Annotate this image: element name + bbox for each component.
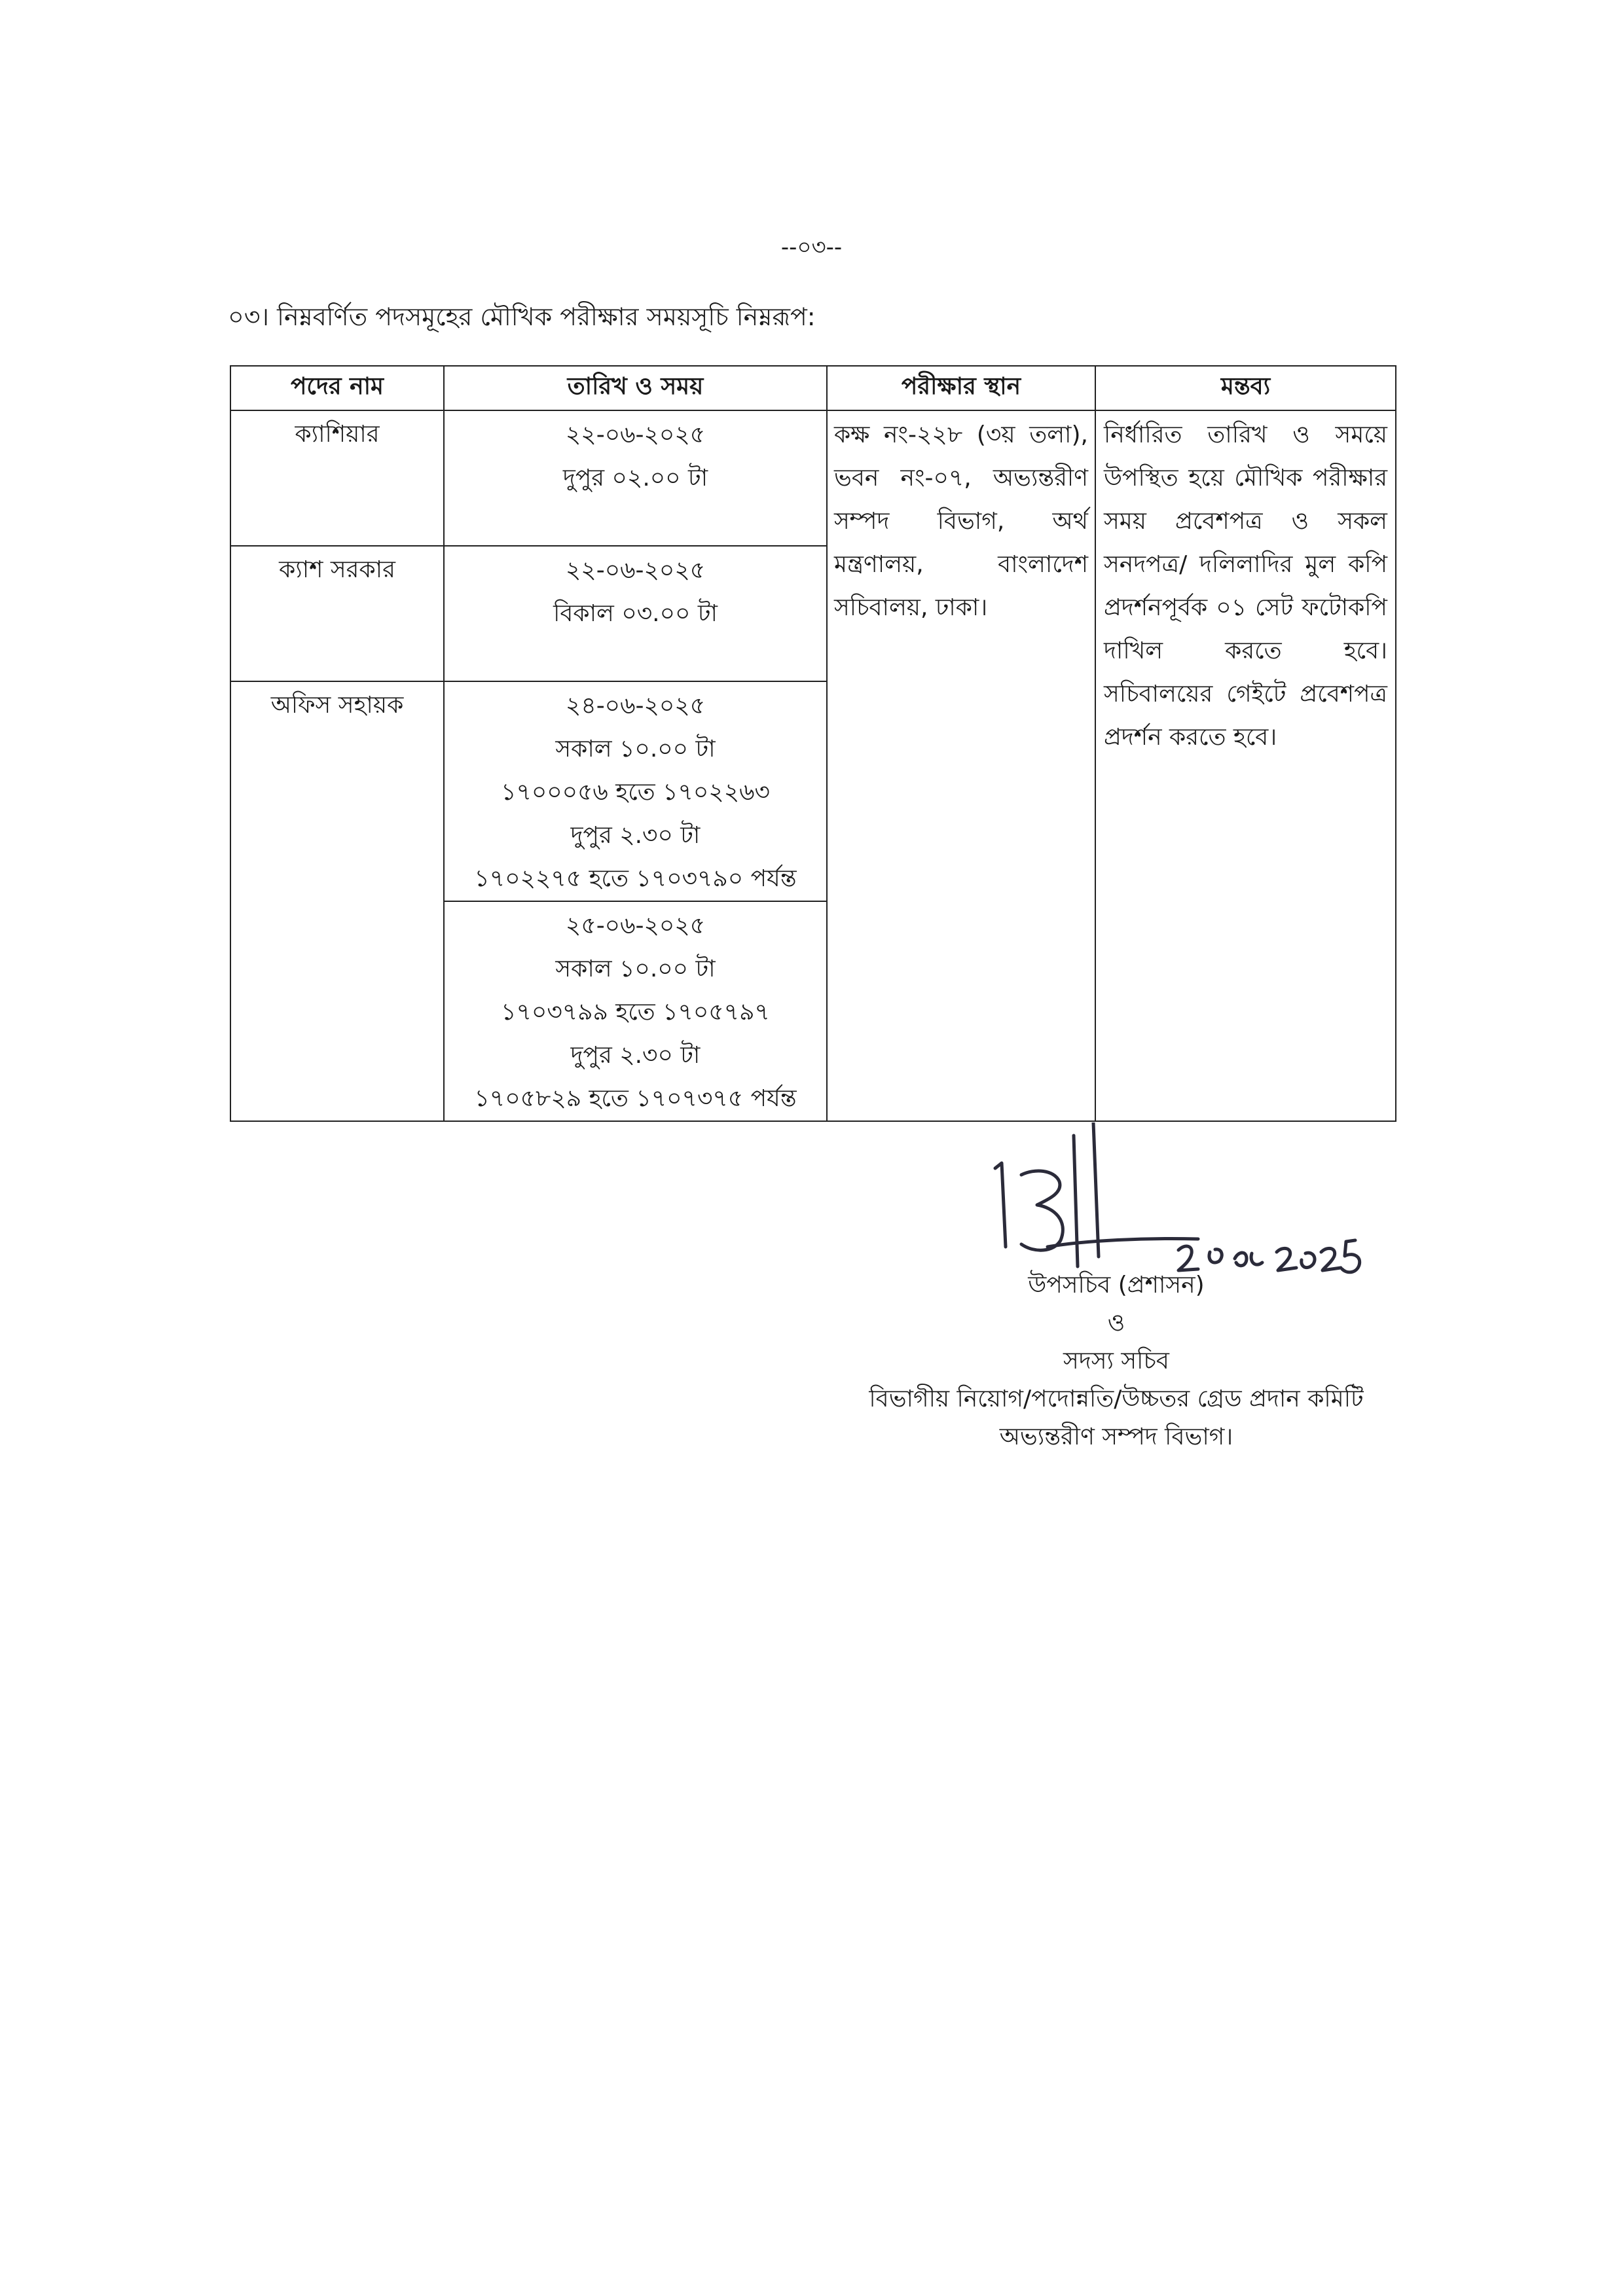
table-header-row: [230, 366, 1396, 410]
date-time-cell: [444, 546, 827, 681]
exam-venue-cell: কক্ষ নং-২২৮ (৩য় তলা), ভবন নং-০৭, অভ্যন্তরীণ সম্পদ বিভাগ, অর্থ মন্ত্রণালয়, বাংলাদেশ সচিবালয়, ঢাকা।: [827, 410, 1095, 1121]
date-line: ২২-০৬-২০২৫: [565, 557, 706, 584]
signatory-block: [720, 1266, 1512, 1456]
time-line: দুপুর ২.৩০ টা: [570, 1042, 701, 1069]
signatory-conjunction: ও: [1107, 1310, 1125, 1336]
page-number: --০৩--: [780, 234, 843, 260]
header-remarks: মন্তব্য: [1095, 366, 1396, 410]
roll-range-line: ১৭০২২৭৫ হতে ১৭০৩৭৯০ পর্যন্ত: [474, 865, 797, 892]
time-line: দুপুর ০২.০০ টা: [562, 465, 708, 492]
roll-range-line: ১৭০৫৮২৯ হতে ১৭০৭৩৭৫ পর্যন্ত: [474, 1085, 797, 1112]
time-line: দুপুর ২.৩০ টা: [570, 822, 701, 849]
table-row: [230, 410, 1396, 546]
post-name-cell: অফিস সহায়ক: [230, 681, 444, 1121]
date-time-cell: [444, 681, 827, 901]
signatory-division: অভ্যন্তরীণ সম্পদ বিভাগ।: [999, 1424, 1233, 1450]
signatory-designation: উপসচিব (প্রশাসন): [1028, 1272, 1205, 1299]
schedule-table: [230, 365, 1396, 1122]
time-line: সকাল ১০.০০ টা: [555, 956, 716, 982]
date-line: ২২-০৬-২০২৫: [565, 422, 706, 448]
time-line: সকাল ১০.০০ টা: [555, 736, 716, 762]
date-line: ২৪-০৬-২০২৫: [565, 692, 706, 719]
post-name-cell: ক্যাশ সরকার: [230, 546, 444, 681]
date-time-cell: [444, 410, 827, 546]
roll-range-line: ১৭০৩৭৯৯ হতে ১৭০৫৭৯৭: [501, 999, 770, 1026]
date-line: ২৫-০৬-২০২৫: [565, 912, 706, 939]
header-post-name: পদের নাম: [230, 366, 444, 410]
roll-range-line: ১৭০০০৫৬ হতে ১৭০২২৬৩: [501, 779, 770, 806]
time-line: বিকাল ০৩.০০ টা: [553, 600, 718, 627]
remarks-cell: নির্ধারিত তারিখ ও সময়ে উপস্থিত হয়ে মৌখিক পরীক্ষার সময় প্রবেশপত্র ও সকল সনদপত্র/ দলিলাদির মুল কপি প্রদর্শনপূর্বক ০১ সেট ফটোকপি দাখিল করতে হবে। সচিবালয়ের গেইটে প্রবেশপত্র প্রদর্শন করতে হবে।: [1095, 410, 1396, 1121]
post-name-cell: ক্যাশিয়ার: [230, 410, 444, 546]
header-date-time: তারিখ ও সময়: [444, 366, 827, 410]
signatory-committee: বিভাগীয় নিয়োগ/পদোন্নতি/উচ্চতর গ্রেড প্রদান কমিটি: [869, 1386, 1364, 1412]
section-heading: ০৩। নিম্নবর্ণিত পদসমূহের মৌখিক পরীক্ষার সময়সূচি নিম্নরূপ:: [228, 302, 816, 331]
date-time-cell: [444, 901, 827, 1121]
signatory-role: সদস্য সচিব: [1063, 1348, 1169, 1374]
header-exam-venue: পরীক্ষার স্থান: [827, 366, 1095, 410]
